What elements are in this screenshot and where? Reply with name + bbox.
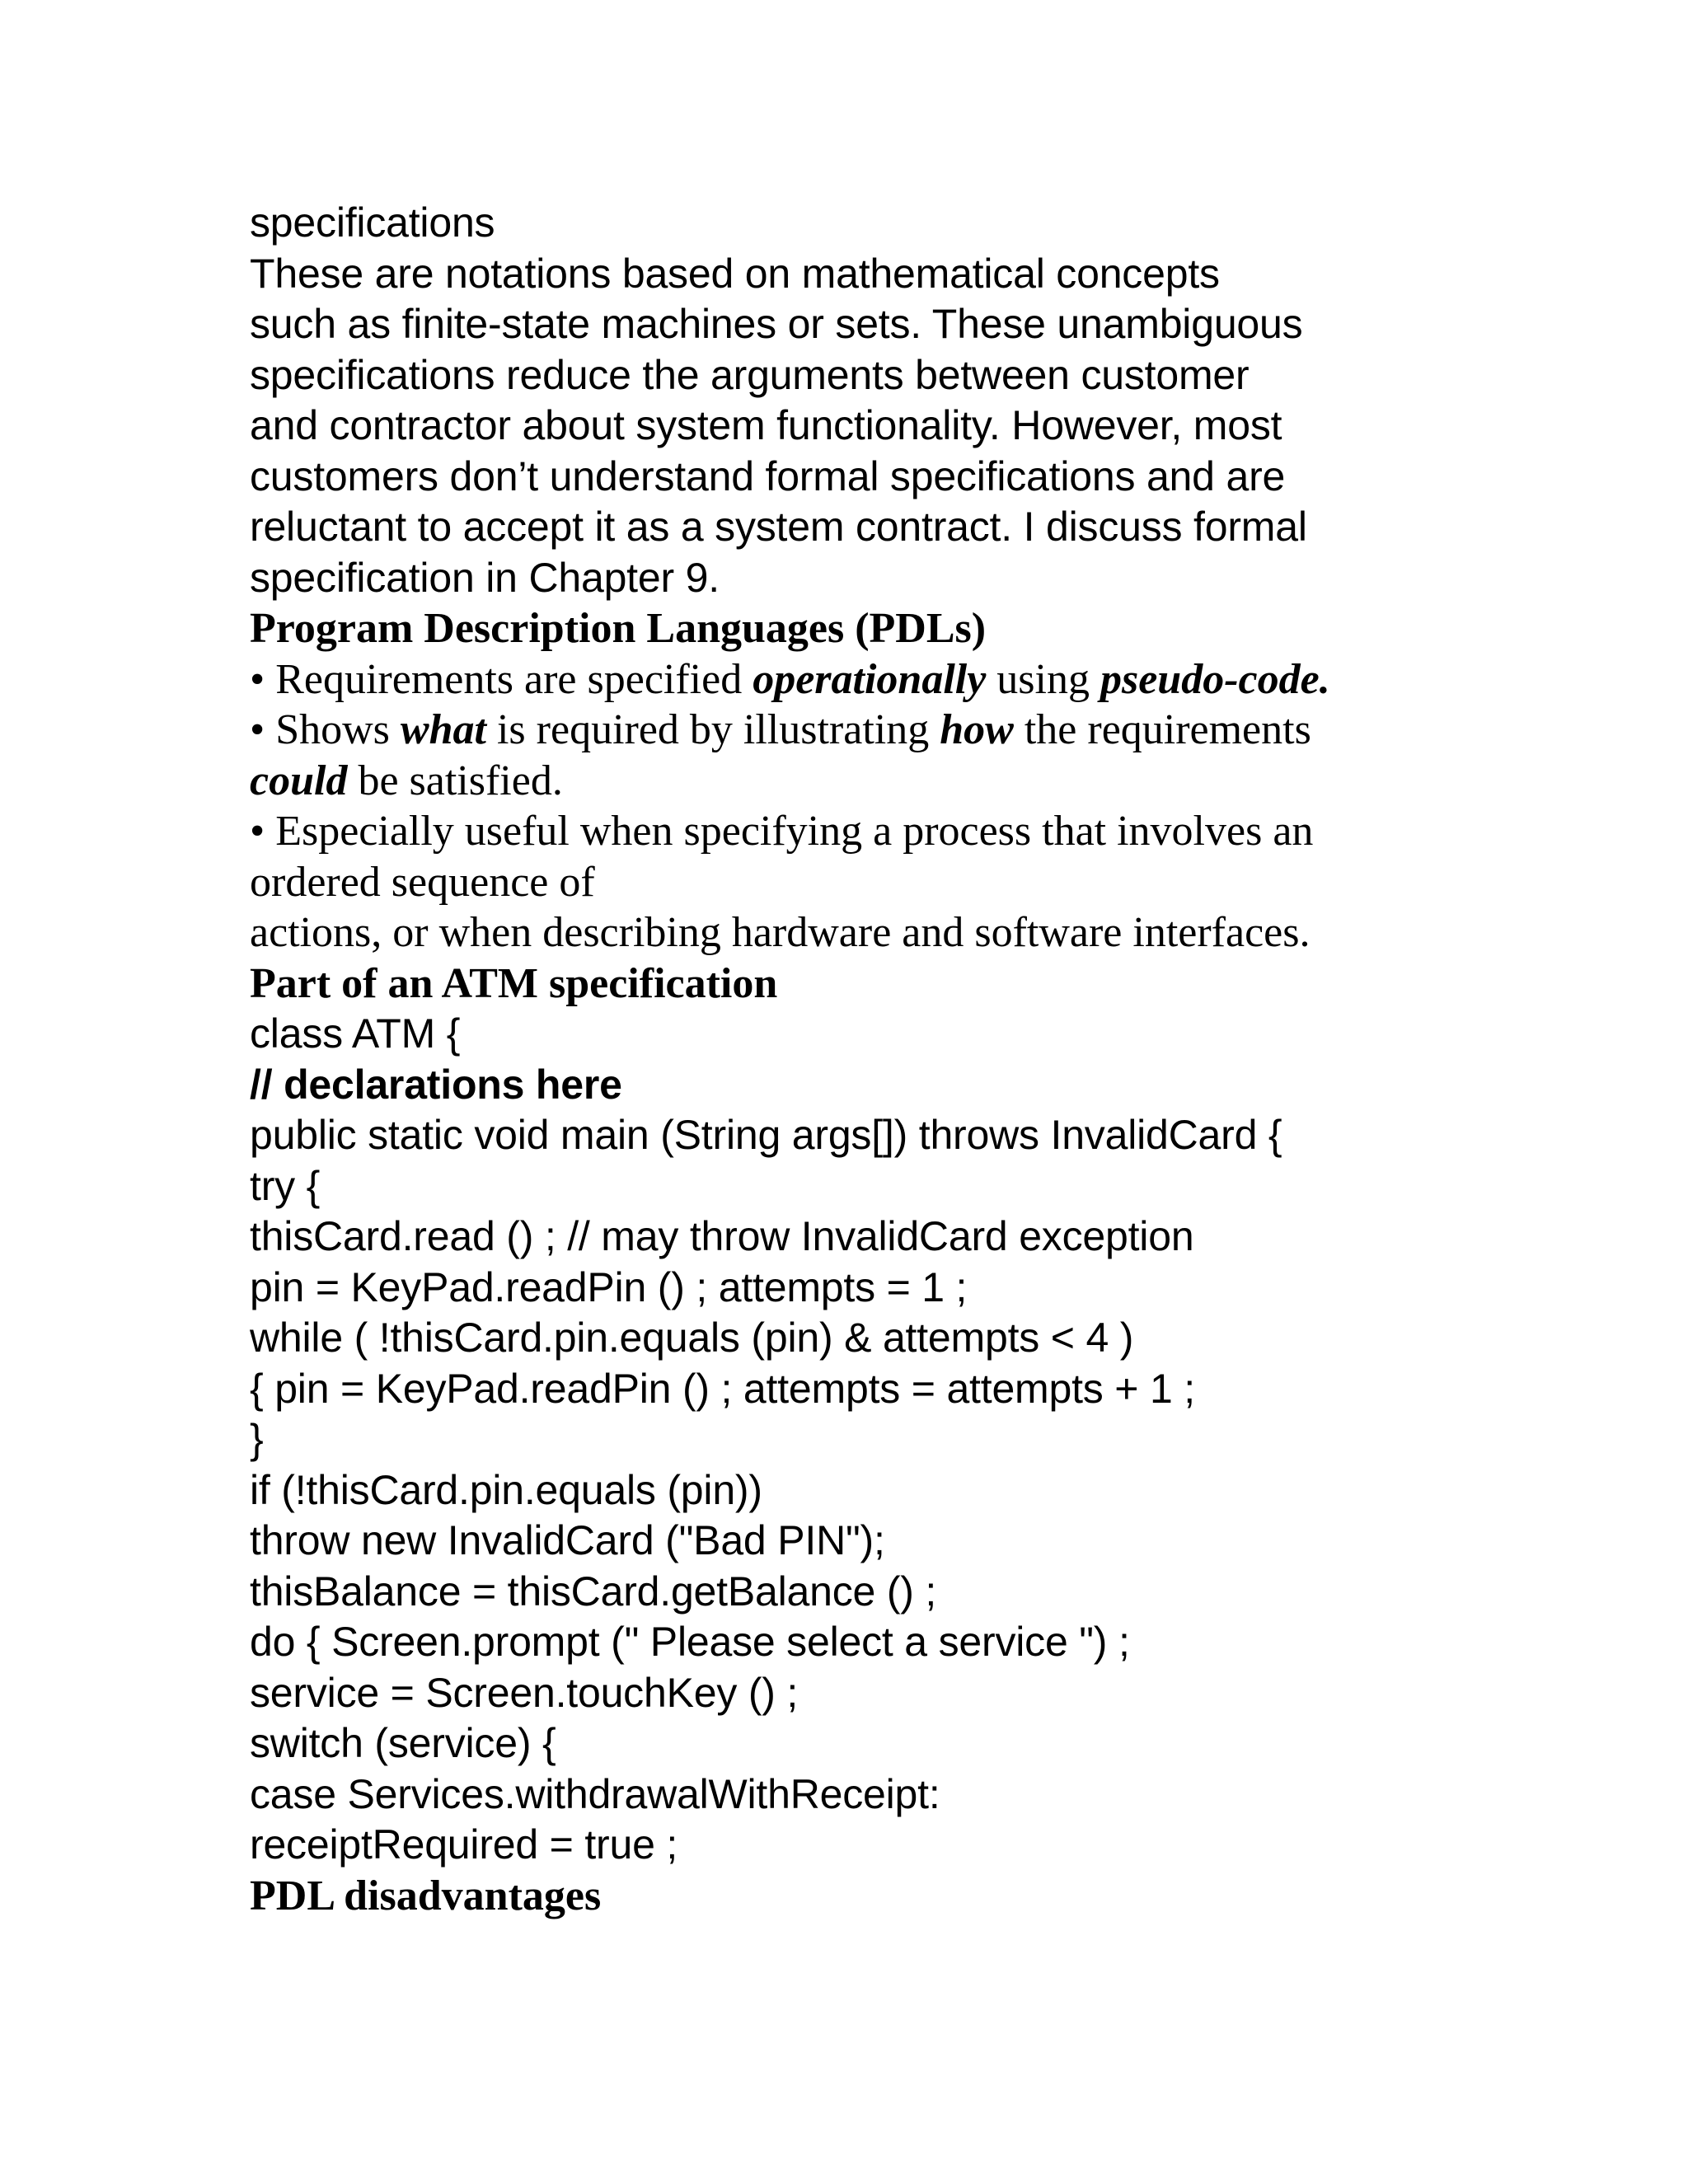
- paragraph-line: such as finite-state machines or sets. These unambiguous: [250, 301, 1303, 347]
- bullet-text: the requirements: [1013, 706, 1311, 753]
- bullet-especially-useful: • Especially useful when specifying a process that involves an: [250, 808, 1314, 855]
- emphasis-could: could: [250, 757, 348, 804]
- paragraph-line: customers don’t understand formal specifications and are: [250, 452, 1286, 499]
- emphasis-what: what: [400, 706, 486, 753]
- bullet-continuation: actions, or when describing hardware and software interfaces.: [250, 909, 1311, 956]
- atm-heading: Part of an ATM specification: [250, 959, 778, 1007]
- code-line: receiptRequired = true ;: [250, 1821, 678, 1868]
- paragraph-line: specifications reduce the arguments between customer: [250, 351, 1250, 398]
- paragraph-line: specification in Chapter 9.: [250, 554, 720, 601]
- bullet-continuation: ordered sequence of: [250, 858, 595, 906]
- code-comment: // declarations here: [250, 1061, 622, 1108]
- code-line: thisCard.read () ; // may throw InvalidCard exception: [250, 1213, 1194, 1259]
- emphasis-operationally: operationally: [753, 655, 987, 703]
- paragraph-line: and contractor about system functionality. However, most: [250, 402, 1282, 448]
- code-line: while ( !thisCard.pin.equals (pin) & attempts < 4 ): [250, 1315, 1134, 1361]
- bullet-text: • Requirements are specified: [250, 655, 753, 703]
- emphasis-pseudo-code: pseudo-code.: [1100, 655, 1330, 703]
- code-line: pin = KeyPad.readPin () ; attempts = 1 ;: [250, 1263, 968, 1310]
- code-line: try {: [250, 1162, 321, 1209]
- code-line: public static void main (String args[]) throws InvalidCard {: [250, 1112, 1282, 1158]
- code-line: switch (service) {: [250, 1720, 556, 1766]
- pdl-disadvantages-heading: PDL disadvantages: [250, 1872, 602, 1919]
- code-line: }: [250, 1416, 264, 1462]
- emphasis-how: how: [940, 706, 1014, 753]
- bullet-operationally: [250, 654, 1536, 705]
- code-line: { pin = KeyPad.readPin () ; attempts = attempts + 1 ;: [250, 1365, 1195, 1412]
- bullet-continuation: [250, 756, 1536, 807]
- code-line: class ATM {: [250, 1010, 461, 1057]
- bullet-text: • Shows: [250, 706, 401, 753]
- bullet-text: using: [986, 655, 1100, 703]
- pdl-heading: Program Description Languages (PDLs): [250, 605, 987, 652]
- code-line: throw new InvalidCard ("Bad PIN");: [250, 1517, 885, 1563]
- code-line: do { Screen.prompt (" Please select a service ") ;: [250, 1619, 1130, 1665]
- text-block: [250, 198, 1536, 1921]
- code-line: thisBalance = thisCard.getBalance () ;: [250, 1568, 937, 1615]
- bullet-shows-what: [250, 705, 1536, 756]
- bullet-text: is required by illustrating: [485, 706, 940, 753]
- code-line: service = Screen.touchKey () ;: [250, 1669, 799, 1716]
- code-line: case Services.withdrawalWithReceipt:: [250, 1770, 940, 1817]
- paragraph-line: These are notations based on mathematical concepts: [250, 250, 1220, 297]
- section-heading-specifications: specifications: [250, 199, 495, 246]
- bullet-text: be satisfied.: [347, 757, 563, 804]
- code-line: if (!thisCard.pin.equals (pin)): [250, 1466, 762, 1513]
- paragraph-line: reluctant to accept it as a system contract. I discuss formal: [250, 504, 1307, 550]
